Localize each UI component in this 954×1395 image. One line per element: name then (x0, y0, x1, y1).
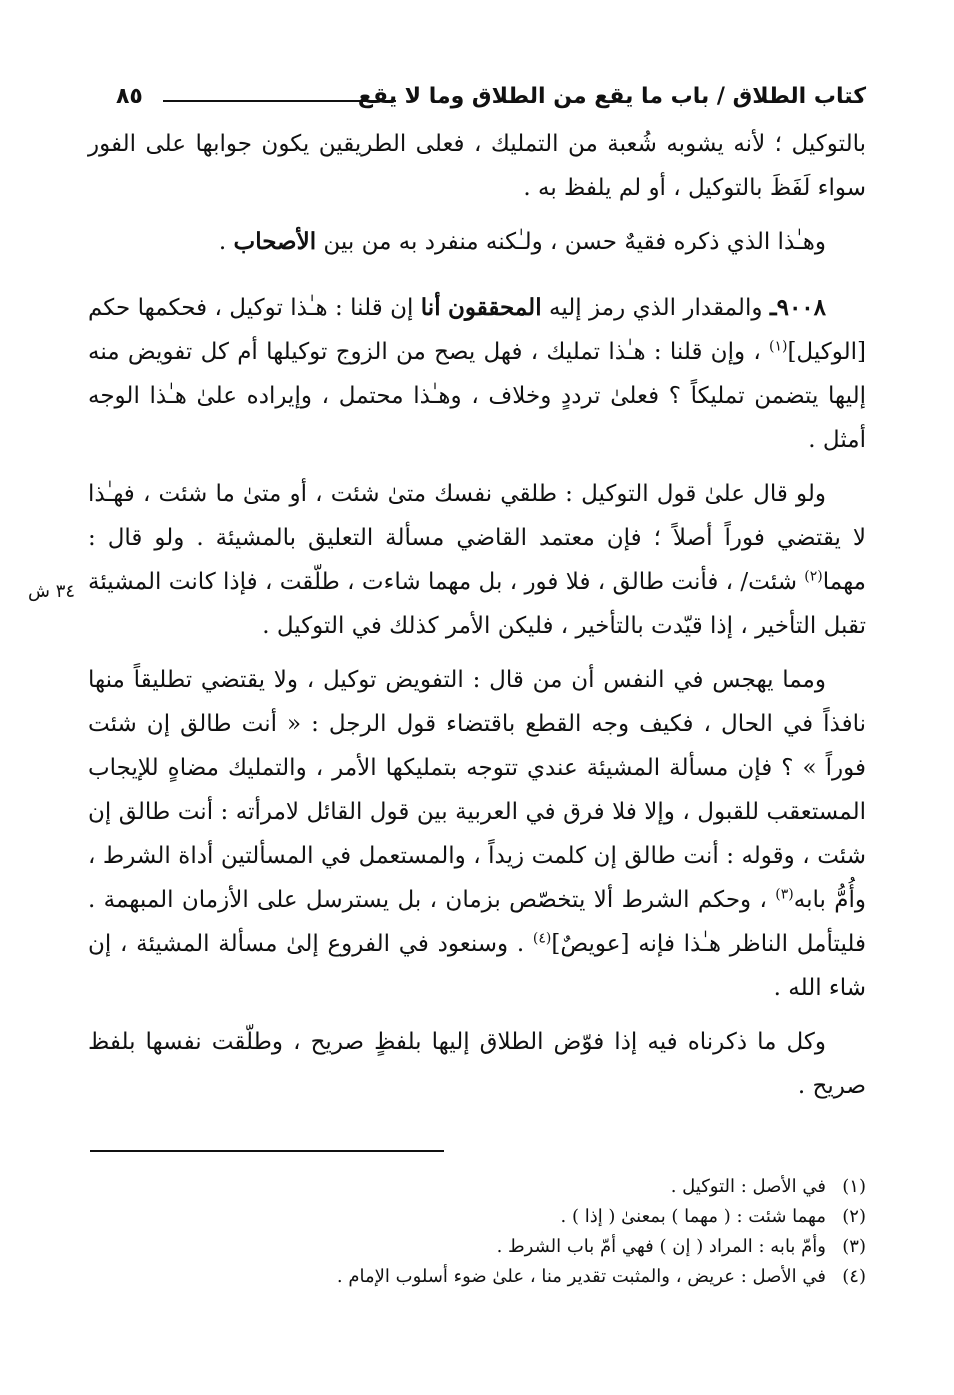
bold-term: الأصحاب (233, 228, 317, 255)
page-header (88, 78, 866, 122)
footnote-text: وأمّ بابه : المراد ( إن ) فهي أمّ باب الشرط . (496, 1236, 826, 1257)
paragraph-text: شئت/ ، فأنت طالق ، فلا فور ، بل مهما شاءت ، طلّقت ، فإذا كانت المشيئة تقبل التأخير ، إذا قيّدت بالتأخير ، فليكن الأمر كذلك في التوكيل . (88, 569, 866, 639)
paragraph-text: ، وحكم الشرط ألا يتخصّص بزمان ، بل يسترسل على الأزمان المبهمة . فليتأمل الناظر هـٰذا فإنه [عويصٌ] (88, 887, 866, 957)
footnote-item (88, 1232, 866, 1262)
paragraph-text: بالتوكيل ؛ لأنه يشوبه شُعبة من التمليك ، فعلى الطريقين يكون جوابها على الفور سواء لَفَظَ بالتوكيل ، أو لم يلفظ به . (88, 131, 866, 201)
section-number: ٩٠٠٨ـ (769, 294, 827, 321)
footnote-ref[interactable]: (٣) (775, 886, 794, 903)
margin-folio-note: ٣٤ ش (28, 581, 76, 602)
footnote-rule (90, 1150, 444, 1152)
paragraph-text: إن قلنا : هـٰذا توكيل ، فحكمها حكم [الوكيل] (88, 295, 866, 365)
paragraph-6 (88, 1020, 866, 1108)
paragraph-text: ومما يهجس في النفس أن من قال : التفويض توكيل ، ولا يقتضي تطليقاً منها نافذاً في الحال ، فكيف وجه القطع باقتضاء قول الرجل : « أنت طالق إن شئت فوراً » ؟ فإن مسألة المشيئة عندي تتوجه بتمليكها الأمر ، والتمليك مضاهٍ للإيجاب المستعقب للقبول ، وإلا فلا فرق في العربية بين قول القائل لامرأته : أنت طالق إن شئت ، وقوله : أنت طالق إن كلمت زيداً ، والمستعمل في المسألتين أداة الشرط ، وأُمُّ بابه (88, 667, 866, 913)
footnote-ref[interactable]: (٢) (804, 568, 823, 585)
bold-term: أنا (420, 294, 441, 321)
paragraph-text: وهـٰذا الذي ذكره فقيهٌ حسن ، ولـٰكنه منفرد به من بين (316, 229, 826, 255)
footnote-text: في الأصل : التوكيل . (670, 1176, 826, 1197)
footnote-number: (٢) (842, 1206, 866, 1227)
paragraph-text (441, 295, 448, 321)
paragraph-4 (28, 472, 866, 648)
footnote-ref[interactable]: (٤) (532, 930, 552, 947)
footnotes (88, 1172, 866, 1292)
footnote-number: (٤) (842, 1266, 866, 1287)
footnote-number: (١) (842, 1176, 866, 1197)
paragraph-text: والمقدار الذي رمز إليه (541, 295, 770, 321)
footnote-text: في الأصل : عريض ، والمثبت تقدير منا ، علىٰ ضوء أسلوب الإمام . (336, 1266, 826, 1287)
footnote-number: (٣) (842, 1236, 866, 1257)
paragraph-text: . (218, 229, 234, 255)
footnote-ref[interactable]: (١) (768, 338, 788, 355)
footnote-item (88, 1262, 866, 1292)
page-number: ٨٥ (116, 84, 143, 109)
footnote-item (88, 1202, 866, 1232)
header-rule (163, 100, 396, 102)
page (28, 78, 866, 1108)
paragraph-text: ولو قال علىٰ قول التوكيل : طلقي نفسك متىٰ شئت ، أو متىٰ ما شئت ، فهـٰذا لا يقتضي فوراً أصلاً ؛ فإن معتمد القاضي مسألة التعليق بالمشيئة . ولو قال : مهما (88, 481, 866, 595)
paragraph-1 (88, 122, 866, 210)
footnote-text: مهما شئت : ( مهما ) بمعنىٰ ( إذا ) . (560, 1206, 826, 1227)
paragraph-text: . وسنعود في الفروع إلىٰ مسألة المشيئة ، إن شاء الله . (88, 931, 866, 1001)
paragraph-text: ، وإن قلنا : هـٰذا تمليك ، فهل يصح من الزوج توكيلها أم كل تفويض منه إليها يتضمن تمليكاً ؟ فعلىٰ ترددٍ وخلاف ، وهـٰذا محتمل ، وإيراده علىٰ هـٰذا الوجه أمثل . (88, 339, 866, 453)
paragraph-3 (88, 286, 866, 462)
paragraph-2 (88, 220, 866, 264)
footnote-item (88, 1172, 866, 1202)
bold-term: المحققون (448, 294, 542, 321)
paragraph-5 (88, 658, 866, 1010)
paragraph-text: وكل ما ذكرناه فيه إذا فوّض الطلاق إليها بلفظٍ صريح ، وطلّقت نفسها بلفظ صريح . (88, 1029, 866, 1099)
running-title: كتاب الطلاق / باب ما يقع من الطلاق وما لا يقع (357, 84, 866, 109)
